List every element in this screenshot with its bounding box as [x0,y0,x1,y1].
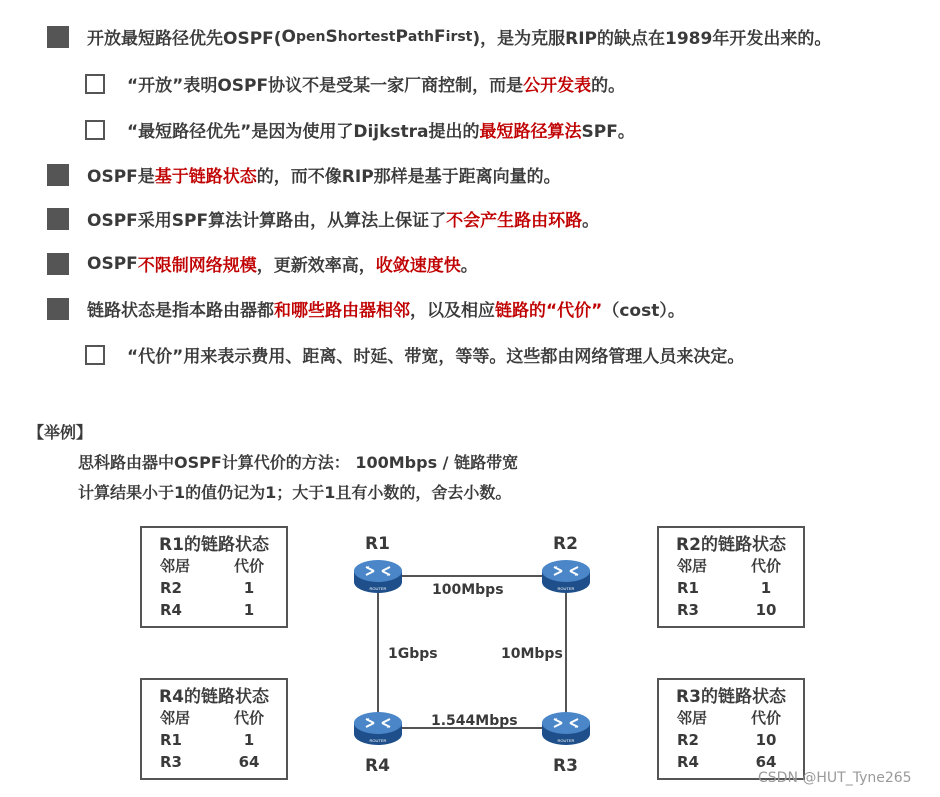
bullet-open-meaning: “开放”表明OSPF协议不是受某一家厂商控制，而是 公开发表 的。 [85,71,625,96]
link-label-r1-r4: 1Gbps [388,646,438,662]
svg-text:ROUTER: ROUTER [369,738,387,743]
example-line-1: 思科路由器中OSPF计算代价的方法： 100Mbps / 链路带宽 [78,453,519,472]
table-row: R4 64 [677,753,777,771]
svg-text:ROUTER: ROUTER [557,586,575,591]
router-label-r1: R1 [365,534,390,554]
table-row: R2 10 [677,731,777,749]
table-row: R2 1 [160,579,255,597]
table-title: R4的链路状态 [159,687,269,707]
router-label-r4: R4 [365,756,390,776]
link-label-r2-r3: 10Mbps [501,646,563,662]
table-header-row: 邻居 代价 [677,709,781,727]
bullet-scale-speed: OSPF 不限制网络规模 ，更新效率高， 收敛速度快 。 [47,251,478,276]
bullet-spf-meaning: “最短路径优先”是因为使用了Dijkstra提出的 最短路径算法 SPF。 [85,117,635,142]
svg-text:ROUTER: ROUTER [557,738,575,743]
table-header-row: 邻居 代价 [160,557,264,575]
router-label-r2: R2 [553,534,578,554]
router-icon [353,558,403,594]
table-title: R2的链路状态 [676,535,786,555]
router-icon [541,710,591,746]
bullet-no-loops: OSPF采用SPF算法计算路由，从算法上保证了 不会产生路由环路 。 [47,206,599,231]
table-title: R3的链路状态 [676,687,786,707]
svg-text:ROUTER: ROUTER [369,586,387,591]
table-row: R1 1 [677,579,772,597]
table-row: R4 1 [160,601,255,619]
table-row: R3 10 [677,601,777,619]
bullet-link-state-definition: 链路状态是指本路由器都 和哪些路由器相邻 ，以及相应 链路的“代价” （cost）。 [47,296,685,321]
router-icon [541,558,591,594]
table-row: R3 64 [160,753,260,771]
example-line-2: 计算结果小于1的值仍记为1；大于1且有小数的，舍去小数。 [78,483,512,502]
bullet-ospf-definition: 开放最短路径优先OSPF( O pen S hortest P ath F irst )，是为克服RIP的缺点在1989年开发出来的。 [47,24,831,49]
link-label-r4-r3: 1.544Mbps [431,713,518,729]
bullet-link-state: OSPF是 基于链路状态 的，而不像RIP那样是基于距离向量的。 [47,162,561,187]
table-header-row: 邻居 代价 [677,557,781,575]
bullet-cost-meaning: “代价”用来表示费用、距离、时延、带宽，等等。这些都由网络管理人员来决定。 [85,342,744,367]
router-label-r3: R3 [553,756,578,776]
table-row: R1 1 [160,731,255,749]
table-title: R1的链路状态 [159,535,269,555]
router-icon [353,710,403,746]
link-label-r1-r2: 100Mbps [432,582,504,598]
table-header-row: 邻居 代价 [160,709,264,727]
watermark: CSDN @HUT_Tyne265 [758,770,912,786]
example-title: 【举例】 [28,423,93,442]
